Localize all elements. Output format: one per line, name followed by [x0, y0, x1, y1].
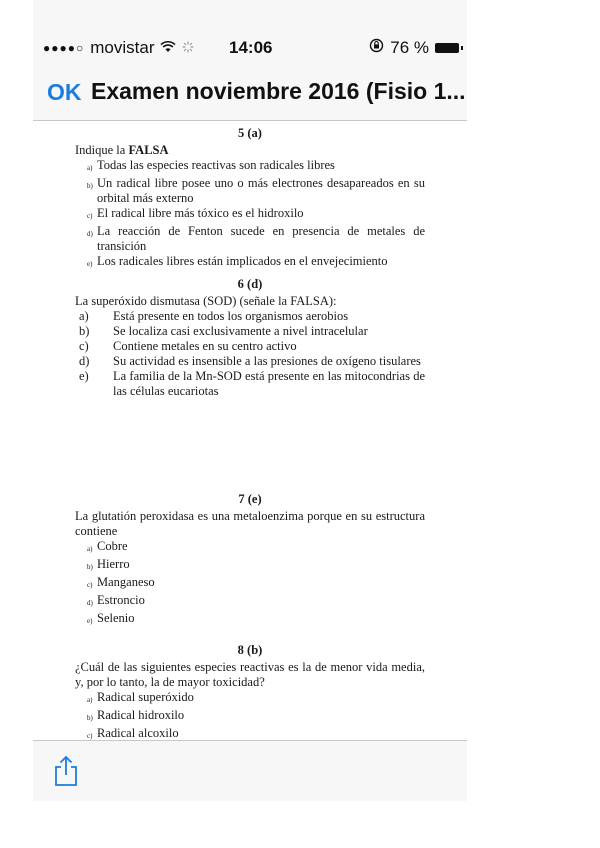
- answer-option: d) Su actividad es insensible a las presiones de oxígeno tisulares: [79, 354, 421, 368]
- status-bar: [33, 0, 467, 60]
- question-title: 6 (d): [237, 277, 263, 291]
- question-6: [75, 277, 425, 399]
- question-title: 7 (e): [238, 492, 262, 506]
- answer-option: c) Contiene metales en su centro activo: [79, 339, 297, 353]
- answer-option: a) Radical superóxido: [87, 690, 194, 704]
- answer-option: c) El radical libre más tóxico es el hidroxilo: [87, 206, 304, 220]
- status-time: 14:06: [229, 38, 273, 57]
- answer-option: c) Radical alcoxilo: [87, 726, 179, 740]
- battery-percentage: 76 %: [390, 38, 429, 57]
- orientation-lock-icon: [369, 38, 384, 58]
- question-title: 5 (a): [238, 126, 262, 140]
- phone-screen: [33, 0, 467, 800]
- question-stem: Indique la FALSA: [75, 143, 169, 157]
- question-7: [75, 492, 425, 629]
- document-title: Examen noviembre 2016 (Fisio 1...: [91, 78, 466, 104]
- answer-option: a) Está presente en todos los organismos aerobios: [79, 309, 349, 323]
- ok-button[interactable]: OK: [47, 79, 82, 105]
- bottom-toolbar: [33, 740, 467, 801]
- answer-option: e) Los radicales libres están implicados en el envejecimiento: [87, 254, 388, 268]
- answer-option: c) Manganeso: [87, 575, 155, 589]
- answer-option: b) Hierro: [87, 557, 130, 571]
- answer-option: b) Se localiza casi exclusivamente a nivel intracelular: [79, 324, 368, 338]
- share-icon[interactable]: [51, 755, 81, 787]
- carrier-name: movistar: [90, 38, 155, 57]
- activity-spinner-icon: [182, 38, 194, 58]
- question-title: 8 (b): [237, 643, 263, 657]
- answer-option: a) Todas las especies reactivas son radicales libres: [87, 158, 335, 172]
- signal-strength: ●●●●○: [43, 41, 85, 55]
- answer-option: e) Selenio: [87, 611, 135, 625]
- answer-option: b) Un radical libre posee uno o más electrones desapareados en su orbital más externo: [87, 176, 425, 205]
- question-5: [75, 126, 425, 272]
- question-stem: La glutatión peroxidasa es una metaloenzima porque en su estructura contiene: [75, 509, 425, 538]
- question-stem: La superóxido dismutasa (SOD) (señale la FALSA):: [75, 294, 337, 308]
- question-stem: ¿Cuál de las siguientes especies reactivas es la de menor vida media, y, por lo tanto, la de mayor toxicidad?: [75, 660, 425, 689]
- wifi-icon: [160, 38, 176, 58]
- answer-option: d) La reacción de Fenton sucede en presencia de metales de transición: [87, 224, 425, 253]
- battery-icon: [435, 43, 459, 53]
- navigation-bar: [33, 60, 467, 121]
- answer-option: e) La familia de la Mn-SOD está presente en las mitocondrias de las células eucariotas: [79, 369, 425, 398]
- document-viewer[interactable]: [33, 121, 467, 740]
- answer-option: b) Radical hidroxilo: [87, 708, 185, 722]
- answer-option: a) Cobre: [87, 539, 128, 553]
- answer-option: d) Estroncio: [87, 593, 145, 607]
